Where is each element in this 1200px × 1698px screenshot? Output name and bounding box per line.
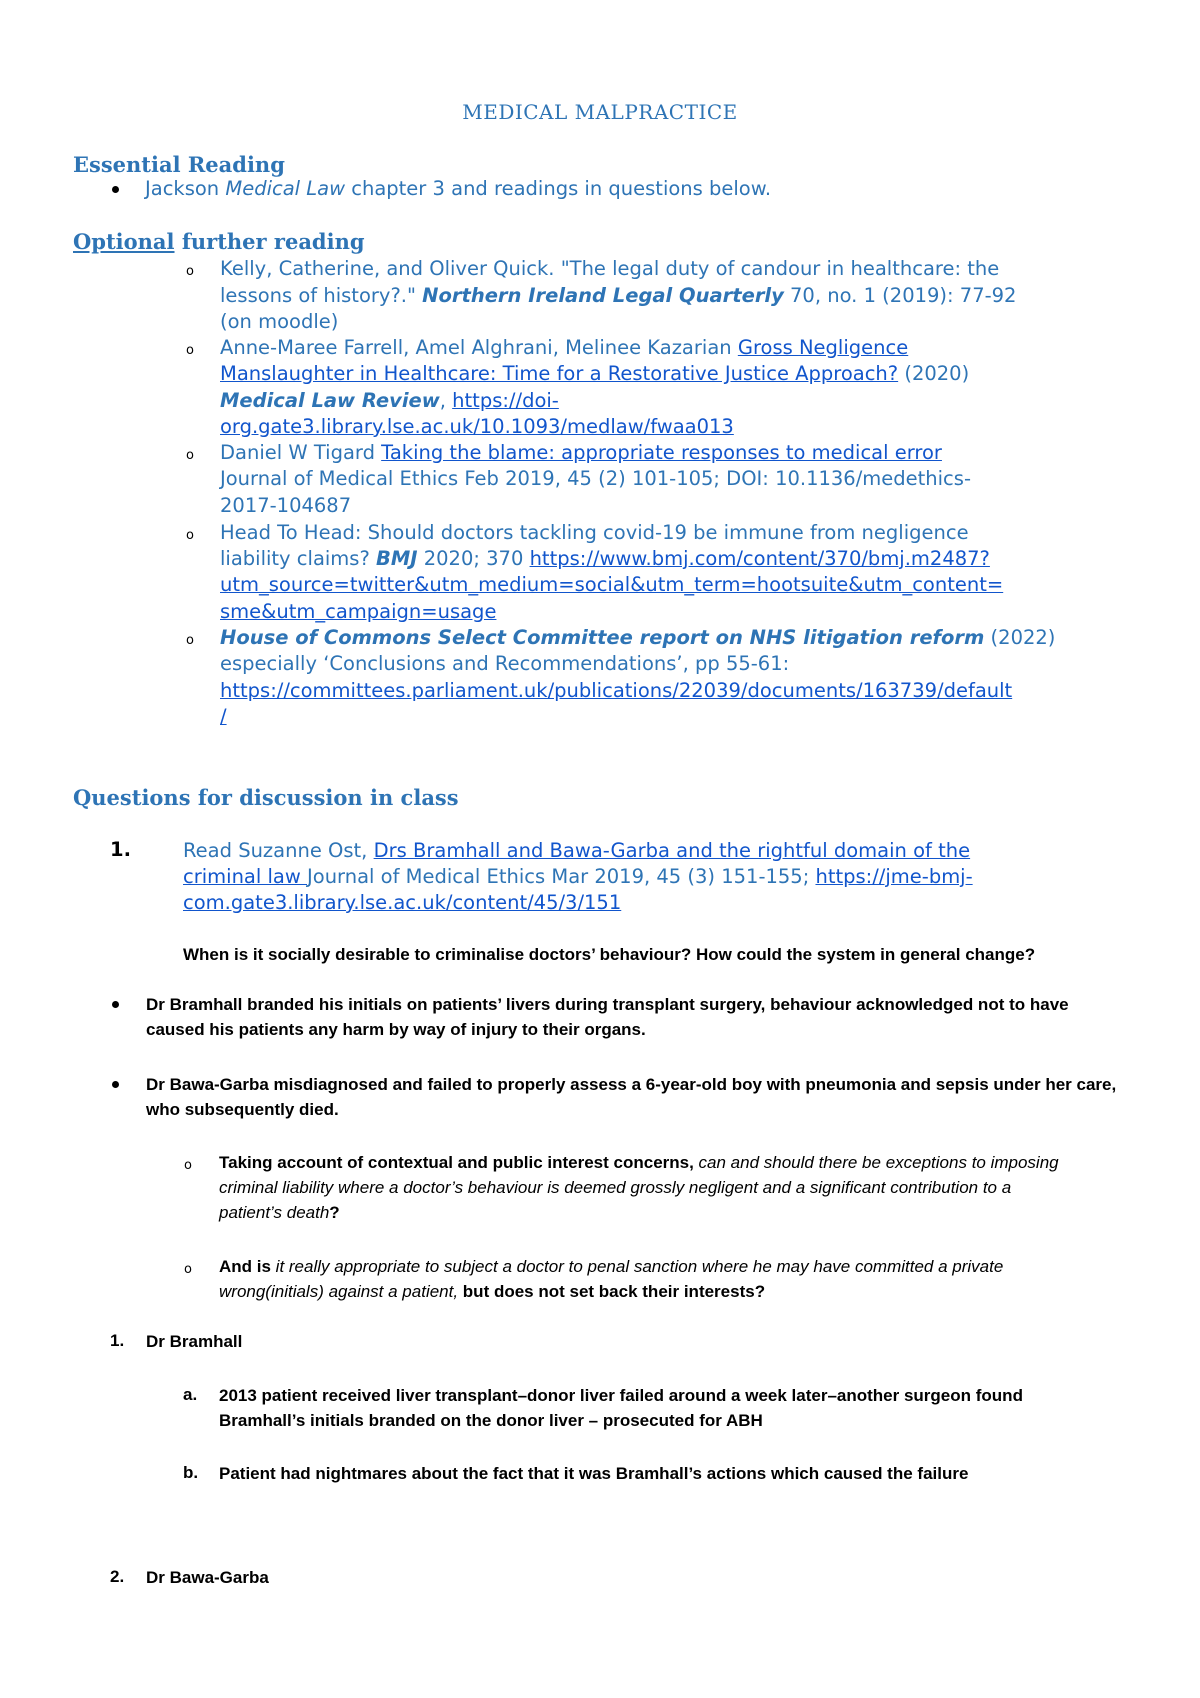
ost-url-link[interactable]: https://jme-bmj-: [815, 865, 973, 888]
reading-commons-line4: [220, 704, 227, 730]
sub-question-2-line2: wrong(initials) against a patient, but does not set back their interests?: [219, 1282, 766, 1301]
tigard-article-link[interactable]: Taking the blame: appropriate responses to medical error: [381, 441, 942, 464]
question-1-line1: Read Suzanne Ost, Drs Bramhall and Bawa-Garba and the rightful domain of the: [183, 839, 971, 862]
bullet-icon: [112, 1001, 119, 1008]
circle-bullet-icon: o: [186, 448, 194, 463]
sub-question-1-line1: Taking account of contextual and public interest concerns, can and should there be exceptions to imposing: [219, 1153, 1059, 1172]
case-bramhall-title: Dr Bramhall: [146, 1332, 243, 1351]
farrell-article-link-cont[interactable]: Manslaughter in Healthcare: Time for a Restorative Justice Approach?: [220, 362, 899, 385]
reading-kelly-line3: (on moodle): [220, 310, 339, 333]
bramhall-point-a-line1: 2013 patient received liver transplant–donor liver failed around a week later–another surgeon found: [219, 1386, 1023, 1405]
bmj-link-end[interactable]: sme&utm_campaign=usage: [220, 600, 497, 623]
bramhall-point-a-line2: Bramhall’s initials branded on the donor liver – prosecuted for ABH: [219, 1411, 763, 1430]
ost-article-link-cont[interactable]: criminal law: [183, 865, 308, 888]
reading-farrell-line1: Anne-Maree Farrell, Amel Alghrani, Melinee Kazarian Gross Negligence: [220, 336, 909, 359]
questions-heading: Questions for discussion in class: [73, 785, 459, 810]
reading-tigard-line2: Journal of Medical Ethics Feb 2019, 45 (2) 101-105; DOI: 10.1136/medethics-: [220, 467, 971, 490]
bramhall-point-b: Patient had nightmares about the fact that it was Bramhall’s actions which caused the failure: [219, 1464, 969, 1483]
farrell-article-link[interactable]: Gross Negligence: [737, 336, 909, 359]
bmj-link[interactable]: https://www.bmj.com/content/370/bmj.m2487?: [529, 547, 990, 570]
reading-farrell-line3: Medical Law Review, https://doi-: [220, 389, 559, 412]
bramhall-summary-line2: caused his patients any harm by way of injury to their organs.: [146, 1020, 646, 1039]
commons-link[interactable]: https://committees.parliament.uk/publications/22039/documents/163739/default: [220, 679, 1013, 702]
question-1-line2: criminal law Journal of Medical Ethics Mar 2019, 45 (3) 151-155; https://jme-bmj-: [183, 865, 973, 888]
bullet-icon: [112, 1081, 119, 1088]
bramhall-summary-line1: Dr Bramhall branded his initials on patients’ livers during transplant surgery, behaviour acknowledged not to have: [146, 995, 1069, 1014]
reading-kelly-line2: lessons of history?." Northern Ireland Legal Quarterly 70, no. 1 (2019): 77-92: [220, 284, 1017, 307]
document-title: MEDICAL MALPRACTICE: [462, 100, 738, 124]
bmj-link-cont[interactable]: utm_source=twitter&utm_medium=social&utm_term=hootsuite&utm_content=: [220, 573, 1004, 596]
point-label: b.: [183, 1463, 199, 1482]
case-bawa-garba-title: Dr Bawa-Garba: [146, 1568, 269, 1587]
discussion-prompt: When is it socially desirable to criminalise doctors’ behaviour? How could the system in general change?: [183, 945, 1036, 964]
ost-article-link[interactable]: Drs Bramhall and Bawa-Garba and the rightful domain of the: [373, 839, 971, 862]
bullet-icon: [112, 186, 119, 193]
farrell-doi-link[interactable]: https://doi-: [452, 389, 559, 412]
essential-item: Jackson Medical Law chapter 3 and readings in questions below.: [145, 177, 772, 200]
reading-farrell-line2: Manslaughter in Healthcare: Time for a Restorative Justice Approach? (2020): [220, 362, 970, 385]
sub-question-2-line1: And is it really appropriate to subject a doctor to penal sanction where he may have committed a private: [219, 1257, 1004, 1276]
reading-commons-line2: especially ‘Conclusions and Recommendations’, pp 55-61:: [220, 652, 790, 675]
reading-bmj-line4: [220, 599, 496, 625]
point-label: a.: [183, 1385, 198, 1404]
reading-commons-line1: House of Commons Select Committee report on NHS litigation reform (2022): [220, 626, 1056, 649]
reading-tigard-line1: Daniel W Tigard Taking the blame: appropriate responses to medical error: [220, 441, 942, 464]
essential-reading-heading: Essential Reading: [73, 152, 285, 177]
ost-url-link-cont[interactable]: com.gate3.library.lse.ac.uk/content/45/3/151: [183, 891, 622, 914]
commons-link-end[interactable]: /: [220, 705, 227, 728]
circle-bullet-icon: o: [186, 343, 194, 358]
circle-bullet-icon: o: [184, 1158, 192, 1173]
circle-bullet-icon: o: [186, 264, 194, 279]
reading-tigard-line3: 2017-104687: [220, 494, 352, 517]
question-1-line3: [183, 890, 621, 916]
bawa-garba-summary-line2: who subsequently died.: [146, 1100, 339, 1119]
reading-bmj-line2: liability claims? BMJ 2020; 370 https://www.bmj.com/content/370/bmj.m2487?: [220, 547, 990, 570]
farrell-doi-link-cont[interactable]: org.gate3.library.lse.ac.uk/10.1093/medlaw/fwaa013: [220, 415, 734, 438]
reading-kelly-line1: Kelly, Catherine, and Oliver Quick. "The legal duty of candour in healthcare: the: [220, 257, 1000, 280]
reading-bmj-line1: Head To Head: Should doctors tackling covid-19 be immune from negligence: [220, 521, 969, 544]
sub-question-1-line3: patient’s death?: [219, 1203, 340, 1222]
circle-bullet-icon: o: [186, 633, 194, 648]
optional-reading-heading: Optional further reading: [73, 229, 365, 254]
reading-commons-line3: [220, 678, 1012, 704]
case-number: 2.: [110, 1567, 125, 1586]
sub-question-1-line2: criminal liability where a doctor’s behaviour is deemed grossly negligent and a significant contribution to a: [219, 1178, 1012, 1197]
circle-bullet-icon: o: [186, 528, 194, 543]
question-number: 1.: [110, 838, 131, 861]
case-number: 1.: [110, 1331, 125, 1350]
reading-bmj-line3: [220, 572, 1003, 598]
bawa-garba-summary-line1: Dr Bawa-Garba misdiagnosed and failed to properly assess a 6-year-old boy with pneumonia and sepsis under her care,: [146, 1075, 1117, 1094]
circle-bullet-icon: o: [184, 1262, 192, 1277]
reading-farrell-line4: [220, 414, 734, 440]
